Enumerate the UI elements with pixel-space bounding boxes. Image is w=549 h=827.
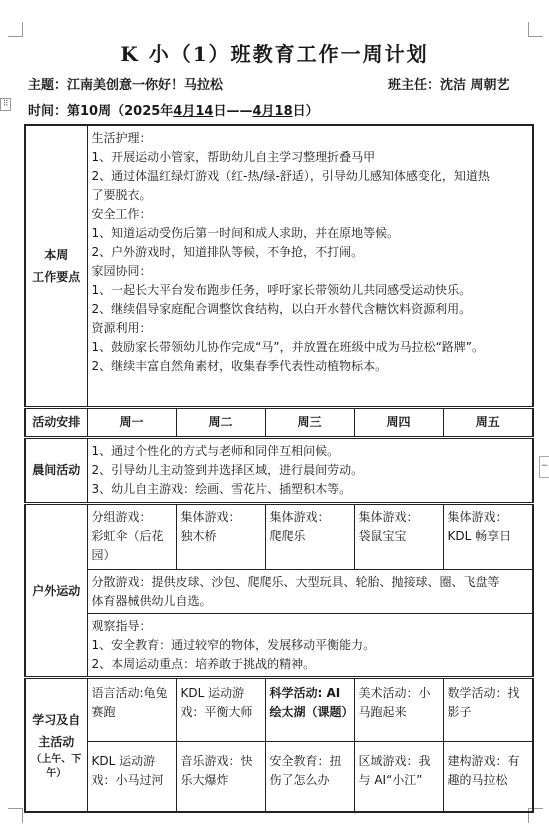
outdoor-game-monday: 分组游戏： 彩虹伞（后花园） <box>87 504 176 570</box>
learning-activity-monday: KDL 运动游戏：小马过河 <box>87 742 176 812</box>
end-month: 4 <box>252 104 262 119</box>
day-wednesday: 周三 <box>265 407 354 437</box>
theme-value: 江南美创意一你好！马拉松 <box>67 78 224 93</box>
focus-line: 1、鼓励家长带领幼儿协作完成“马”，并放置在班级中成为马拉松“路牌”。 <box>91 340 485 354</box>
outdoor-label: 户外运动 <box>25 504 87 678</box>
observation-row <box>25 614 533 678</box>
weekly-plan-table <box>24 124 534 813</box>
observe-line: 观察指导： <box>91 619 152 634</box>
learning-activity-friday: 建构游戏：有趣的马拉松 <box>443 742 533 812</box>
outdoor-game-wednesday: 集体游戏： 爬爬乐 <box>265 504 354 570</box>
learning-row-1 <box>25 678 533 742</box>
start-month: 4 <box>173 104 183 119</box>
document-title: K 小（1）班教育工作一周计划 <box>120 42 429 66</box>
day-tuesday: 周二 <box>176 407 265 437</box>
start-day: 14 <box>195 104 214 119</box>
focus-line: 1、知道运动受伤后第一时间和成人求助，并在原地等候。 <box>91 226 400 240</box>
end-suffix: 日） <box>292 104 319 119</box>
activity-header-row <box>25 407 533 437</box>
focus-line: 1、一起长大平台发布跑步任务，呼吁家长带领幼儿共同感受运动快乐。 <box>91 283 472 297</box>
time-label: 时间： <box>28 104 68 119</box>
day-friday: 周五 <box>443 407 533 437</box>
focus-line: 2、户外游戏时，知道排队等候，不争抢，不打闹。 <box>91 245 364 259</box>
page-corner-mark <box>8 808 23 823</box>
morning-content <box>87 437 533 503</box>
theme-label: 主题： <box>28 78 68 93</box>
week-text: 第10周（2025年 <box>67 104 174 119</box>
day-thursday: 周四 <box>354 407 443 437</box>
end-day: 18 <box>274 104 293 119</box>
day-separator: 日—— <box>213 104 253 119</box>
outdoor-game-tuesday: 集体游戏： 独木桥 <box>176 504 265 570</box>
learning-row-2 <box>25 742 533 812</box>
morning-line: 2、引导幼儿主动签到并选择区域，进行晨间劳动。 <box>91 462 364 477</box>
month-char: 月 <box>261 104 275 119</box>
learning-label: 学习及自 主活动 （上午、下午） <box>25 678 87 812</box>
teacher-line <box>388 74 510 93</box>
teacher-value: 沈洁 周朝艺 <box>440 78 510 93</box>
theme-line <box>28 74 223 93</box>
focus-line: 安全工作： <box>91 207 152 221</box>
table-move-handle-icon[interactable]: ⠿ <box>0 98 11 111</box>
expand-panel-icon[interactable]: − <box>539 456 549 478</box>
focus-line: 2、继续倡导家庭配合调整饮食结构，以白开水替代含糖饮料资源利用。 <box>91 302 472 316</box>
learning-activity-thursday: 美术活动：小马跑起来 <box>354 678 443 742</box>
learning-activity-monday: 语言活动:龟兔赛跑 <box>87 678 176 742</box>
observation-content <box>87 614 533 678</box>
focus-line: 了要脱衣。 <box>91 188 152 202</box>
learning-activity-tuesday: 音乐游戏：快乐大爆炸 <box>176 742 265 812</box>
outdoor-game-friday: 集体游戏： KDL 畅享日 <box>443 504 533 570</box>
page-corner-mark <box>528 22 543 37</box>
observe-line: 1、安全教育：通过较窄的物体，发展移动平衡能力。 <box>91 638 376 653</box>
morning-label: 晨间活动 <box>25 437 87 503</box>
learning-activity-tuesday: KDL 运动游戏：平衡大师 <box>176 678 265 742</box>
time-line <box>28 100 319 119</box>
learning-activity-thursday: 区域游戏：我与 AI“小江” <box>354 742 443 812</box>
observe-line: 2、本周运动重点：培养敢于挑战的精神。 <box>91 657 316 672</box>
morning-line: 3、幼儿自主游戏：绘画、雪花片、插塑积木等。 <box>91 481 352 496</box>
week-focus-row <box>25 125 533 407</box>
day-monday: 周一 <box>87 407 176 437</box>
morning-row <box>25 437 533 503</box>
focus-line: 1、开展运动小管家，帮助幼儿自主学习整理折叠马甲 <box>91 150 376 164</box>
morning-line: 1、通过个性化的方式与老师和同伴互相问候。 <box>91 443 340 458</box>
week-focus-label: 本周 工作要点 <box>25 125 87 407</box>
learning-activity-friday: 数学活动：找影子 <box>443 678 533 742</box>
focus-line: 生活护理： <box>91 131 152 145</box>
scattered-games-row <box>25 570 533 614</box>
week-focus-content <box>87 125 533 407</box>
focus-line: 2、继续丰富自然角素材，收集春季代表性动植物标本。 <box>91 359 388 373</box>
teacher-label: 班主任： <box>388 78 441 93</box>
focus-line: 资源利用： <box>91 321 152 335</box>
scattered-games-content: 分散游戏：提供皮球、沙包、爬爬乐、大型玩具、轮胎、抛接球、圈、飞盘等 体育器械供幼儿自选。 <box>87 570 533 614</box>
activity-label: 活动安排 <box>25 407 87 437</box>
month-char: 月 <box>182 104 196 119</box>
focus-line: 2、通过体温红绿灯游戏（红-热/绿-舒适），引导幼儿感知体感变化，知道热 <box>91 169 490 183</box>
learning-activity-wednesday: 科学活动: AI绘太湖（课题） <box>265 678 354 742</box>
outdoor-game-thursday: 集体游戏： 袋鼠宝宝 <box>354 504 443 570</box>
focus-line: 家园协同： <box>91 264 152 278</box>
page-corner-mark <box>8 22 23 37</box>
outdoor-games-row <box>25 504 533 570</box>
learning-activity-wednesday: 安全教育：扭伤了怎么办 <box>265 742 354 812</box>
